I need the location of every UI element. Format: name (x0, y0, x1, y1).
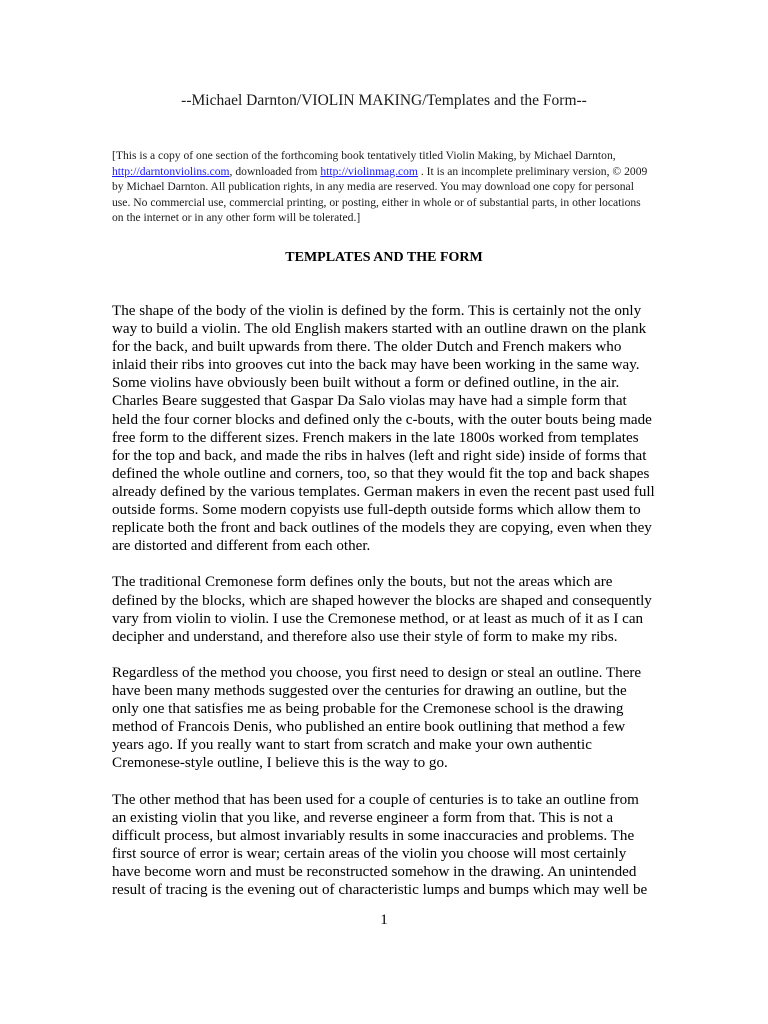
text-line: Some violins have obviously been built without a form or defined outline, in the air. (112, 375, 620, 392)
notice-text-middle: , downloaded from (229, 164, 321, 178)
text-line: only one that satisfies me as being probable for the Cremonese school is the drawing (112, 701, 624, 718)
paragraph (112, 302, 664, 555)
text-line: Cremonese-style outline, I believe this is the way to go. (112, 755, 448, 772)
text-line: defined by the blocks, which are shaped however the blocks are shaped and consequently (112, 592, 652, 609)
paragraph (112, 573, 664, 645)
text-line: have become worn and must be reconstructed somehow in the drawing. An unintended (112, 863, 637, 880)
text-line: way to build a violin. The old English makers started with an outline drawn on the plank (112, 321, 647, 338)
running-header: --Michael Darnton/VIOLIN MAKING/Templates and the Form-- (181, 92, 587, 109)
text-line: replicate both the front and back outlines of the models they are copying, even when they (112, 520, 652, 537)
violinmag-link[interactable]: http://violinmag.com (320, 164, 418, 178)
text-line: result of tracing is the evening out of characteristic lumps and bumps which may well be (112, 882, 648, 898)
text-line: vary from violin to violin. I use the Cremonese method, or at least as much of it as I can (112, 610, 644, 627)
text-line: method of Francois Denis, who published an entire book outlining that method a few (112, 719, 626, 736)
text-line: inlaid their ribs into grooves cut into the back may have been working in the same way. (112, 357, 640, 374)
text-line: difficult process, but almost invariably results in some inaccuracies and problems. The (112, 827, 635, 844)
text-line: are distorted and different from each other. (112, 538, 371, 555)
text-line: outside forms. Some modern copyists use full-depth outside forms which allow them to (112, 502, 641, 519)
paragraph (112, 664, 664, 773)
text-line: an existing violin that you like, and reverse engineer a form from that. This is not a (112, 809, 614, 826)
notice-text-end: . It is an incomplete preliminary version, © 2009 by Michael Darnton. All publication rights, in any media are reserved. You may download one copy for personal use. No commercial use, commercial printing, or posting, either in whole or of substantial parts, in other locations on the internet or in any other form will be tolerated.] (112, 164, 648, 225)
text-line: already defined by the various templates. German makers in even the recent past used full (112, 483, 655, 500)
text-line: The shape of the body of the violin is defined by the form. This is certainly not the only (112, 303, 642, 319)
copyright-notice (112, 148, 652, 226)
text-line: for the back, and built upwards from there. The older Dutch and French makers who (112, 339, 622, 356)
text-line: years ago. If you really want to start from scratch and make your own authentic (112, 737, 592, 754)
text-line: decipher and understand, and therefore also use their style of form to make my ribs. (112, 628, 618, 645)
notice-text-start: [This is a copy of one section of the forthcoming book tentatively titled Violin Making, by Michael Darnton, (112, 149, 616, 162)
paragraph (112, 791, 664, 900)
text-line: Regardless of the method you choose, you first need to design or steal an outline. There (112, 664, 642, 681)
text-line: free form to the different sizes. French makers in the late 1800s worked from templates (112, 429, 639, 446)
text-line: for the top and back, and made the ribs in halves (left and right side) inside of forms that (112, 447, 647, 464)
page-number: 1 (380, 912, 388, 928)
text-line: first source of error is wear; certain areas of the violin you choose will most certainly (112, 845, 627, 862)
text-line: Charles Beare suggested that Gaspar Da Salo violas may have had a simple form that (112, 393, 627, 410)
text-line: The other method that has been used for a couple of centuries is to take an outline from (112, 791, 639, 808)
text-line: held the four corner blocks and defined only the c-bouts, with the outer bouts being made (112, 411, 652, 428)
text-line: The traditional Cremonese form defines only the bouts, but not the areas which are (112, 574, 613, 591)
section-title: TEMPLATES AND THE FORM (285, 250, 483, 265)
darntonviolins-link[interactable]: http://darntonviolins.com (112, 164, 230, 178)
text-line: defined the whole outline and corners, too, so that they would fit the top and back shapes (112, 465, 650, 482)
body-text (112, 302, 664, 917)
text-line: have been many methods suggested over the centuries for drawing an outline, but the (112, 682, 627, 699)
